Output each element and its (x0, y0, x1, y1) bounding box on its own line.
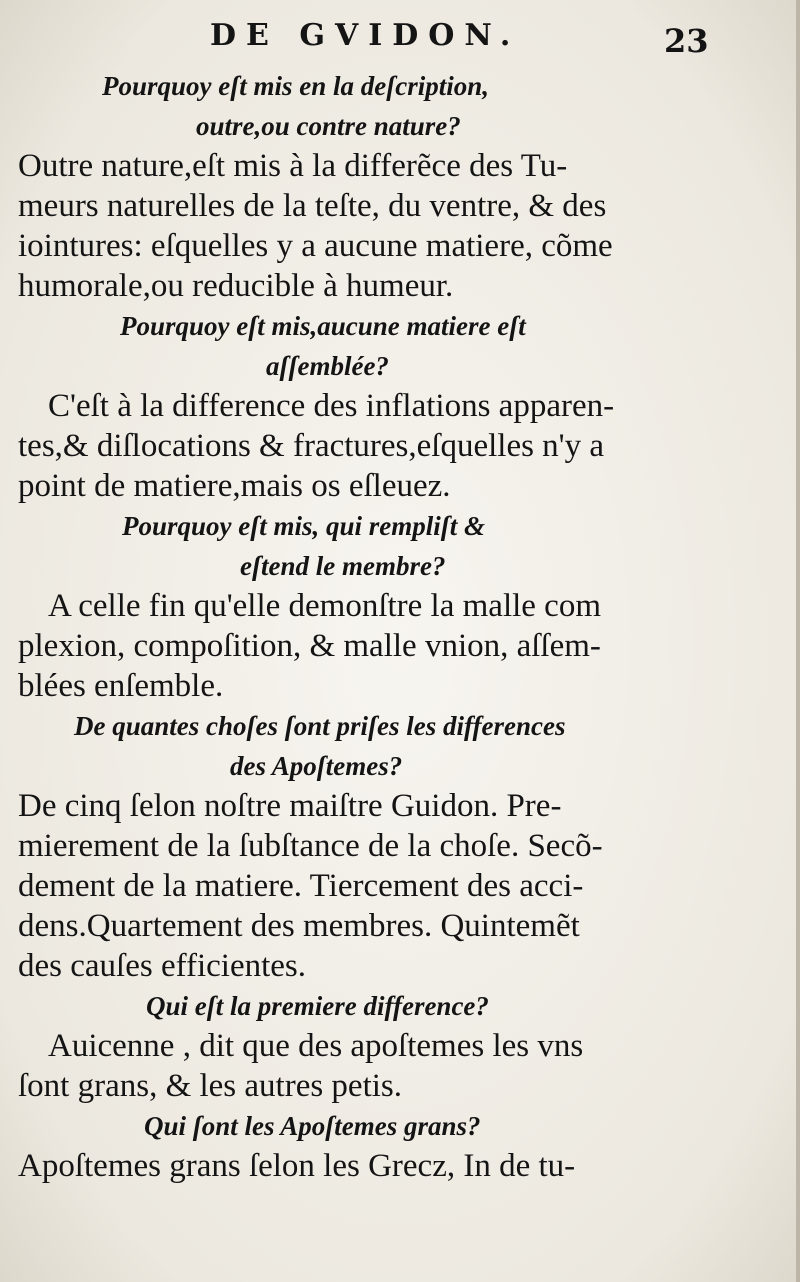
page-body (18, 66, 698, 1186)
text-line: Auicenne , dit que des apoſtemes les vns (48, 1028, 584, 1064)
question-line: des Apoſtemes? (230, 751, 403, 781)
text-line: tes,& diſlocations & fractures,eſquelles n'y a (18, 428, 605, 464)
running-head: DE GVIDON. (210, 18, 521, 53)
page-number: 23 (664, 22, 709, 60)
question-line: De quantes choſes ſont priſes les differences (74, 711, 566, 741)
question-line: Pourquoy eſt mis, qui rempliſt & (122, 511, 486, 541)
text-line: ſont grans, & les autres petis. (18, 1068, 403, 1104)
question-line: Pourquoy eſt mis en la deſcription, (102, 71, 489, 101)
text-line: plexion, compoſition, & malle vnion, aſſem- (18, 628, 601, 664)
text-line: humorale,ou reducible à humeur. (18, 268, 454, 304)
text-line: C'eſt à la difference des inflations apparen- (48, 388, 615, 424)
page-edge (796, 0, 800, 1282)
question-line: Qui ſont les Apoſtemes grans? (144, 1111, 481, 1141)
text-line: des cauſes efficientes. (18, 948, 307, 984)
text-line: Outre nature,eſt mis à la differẽce des Tu- (18, 148, 568, 184)
text-line: dement de la matiere. Tiercement des acci- (18, 868, 584, 904)
page-header (0, 14, 800, 64)
question-line: Qui eſt la premiere difference? (146, 991, 489, 1021)
text-line: iointures: eſquelles y a aucune matiere, cõme (18, 228, 613, 264)
text-line: point de matiere,mais os eſleuez. (18, 468, 451, 504)
text-line: mierement de la ſubſtance de la choſe. Secõ- (18, 828, 603, 864)
text-line: dens.Quartement des membres. Quintemẽt (18, 908, 580, 944)
text-line: blées enſemble. (18, 668, 224, 704)
text-line: A celle fin qu'elle demonſtre la malle com (48, 588, 601, 624)
question-line: eſtend le membre? (240, 551, 446, 581)
question-line: aſſemblée? (266, 351, 389, 381)
text-line: meurs naturelles de la teſte, du ventre, & des (18, 188, 607, 224)
text-line: De cinq ſelon noſtre maiſtre Guidon. Pre- (18, 788, 562, 824)
question-line: outre,ou contre nature? (196, 111, 461, 141)
text-line: Apoſtemes grans ſelon les Grecz, In de tu- (18, 1148, 576, 1184)
question-line: Pourquoy eſt mis,aucune matiere eſt (120, 311, 526, 341)
